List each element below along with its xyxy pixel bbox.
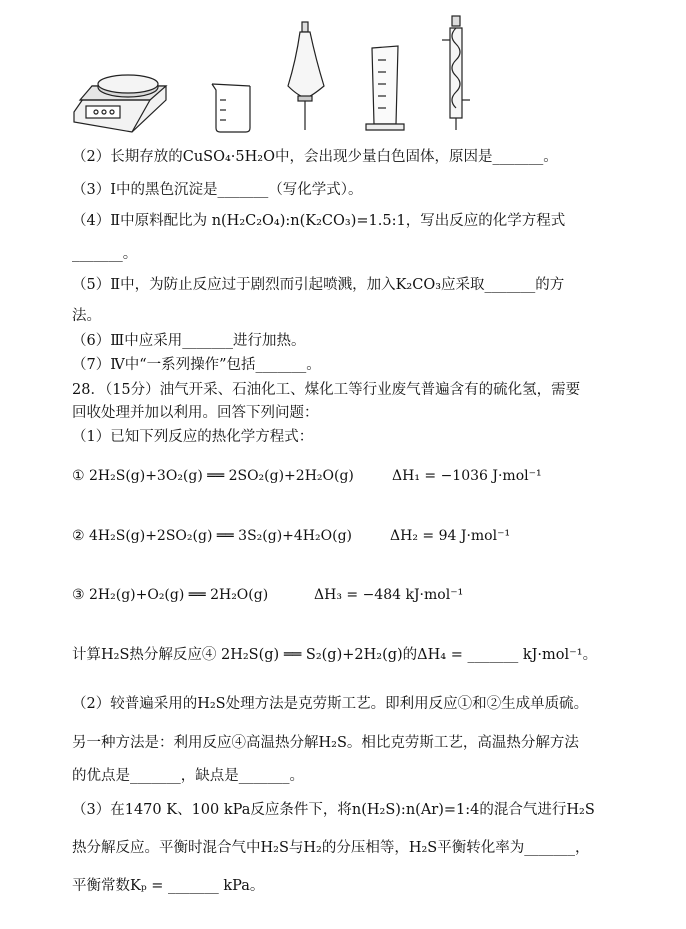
question-5-line2: 法。 bbox=[72, 308, 101, 324]
problem-28-part3-line2: 热分解反应。平衡时混合气中H₂S与H₂的分压相等，H₂S平衡转化率为_______， bbox=[72, 840, 590, 856]
question-6: （6）Ⅲ中应采用_______进行加热。 bbox=[72, 333, 306, 349]
beaker-icon bbox=[212, 84, 250, 132]
calculation-question: 计算H₂S热分解反应④ 2H₂S(g) ══ S₂(g)+2H₂(g)的ΔH₄ = _______ kJ·mol⁻¹。 bbox=[72, 647, 598, 663]
question-4-line1: （4）Ⅱ中原料配比为 n(H₂C₂O₄):n(K₂CO₃)=1.5:1，写出反应的化学方程式 bbox=[72, 213, 566, 229]
equation-1-text: ① 2H₂S(g)+3O₂(g) ══ 2SO₂(g)+2H₂O(g) bbox=[72, 468, 354, 484]
equation-3-text: ③ 2H₂(g)+O₂(g) ══ 2H₂O(g) bbox=[72, 587, 269, 603]
separatory-funnel-icon bbox=[288, 22, 324, 130]
problem-28-intro-line1: 28．（15分）油气开采、石油化工、煤化工等行业废气普遍含有的硫化氢，需要 bbox=[72, 382, 581, 398]
problem-28-part3-line1: （3）在1470 K、100 kPa反应条件下，将n(H₂S):n(Ar)=1:4的混合气进行H₂S bbox=[72, 802, 595, 818]
question-4-line2: _______。 bbox=[72, 246, 138, 262]
graduated-cylinder-icon bbox=[366, 46, 404, 130]
balance-icon bbox=[74, 75, 166, 132]
equation-1 bbox=[72, 468, 542, 484]
condenser-icon bbox=[442, 16, 470, 130]
equation-2 bbox=[72, 528, 511, 544]
apparatus-illustrations bbox=[0, 0, 686, 140]
equation-1-enthalpy: ΔH₁ = −1036 J·mol⁻¹ bbox=[392, 468, 542, 484]
equation-3-enthalpy: ΔH₃ = −484 kJ·mol⁻¹ bbox=[314, 587, 464, 603]
problem-28-part2-line2: 另一种方法是：利用反应④高温热分解H₂S。相比克劳斯工艺，高温热分解方法 bbox=[72, 735, 579, 751]
question-7: （7）Ⅳ中“一系列操作”包括_______。 bbox=[72, 357, 321, 373]
equation-2-enthalpy: ΔH₂ = 94 J·mol⁻¹ bbox=[390, 528, 511, 544]
question-5-line1: （5）Ⅱ中，为防止反应过于剧烈而引起喷溅，加入K₂CO₃应采取_______的方 bbox=[72, 277, 565, 293]
question-2: （2）长期存放的CuSO₄·5H₂O中，会出现少量白色固体，原因是_______。 bbox=[72, 149, 558, 165]
problem-28-part3-line3: 平衡常数Kₚ = _______ kPa。 bbox=[72, 878, 265, 894]
question-3: （3）Ⅰ中的黑色沉淀是_______（写化学式）。 bbox=[72, 182, 363, 198]
problem-28-part1: （1）已知下列反应的热化学方程式： bbox=[72, 429, 314, 445]
equation-2-text: ② 4H₂S(g)+2SO₂(g) ══ 3S₂(g)+4H₂O(g) bbox=[72, 528, 352, 544]
equation-3 bbox=[72, 587, 464, 603]
problem-28-intro-line2: 回收处理并加以利用。回答下列问题： bbox=[72, 405, 319, 421]
problem-28-part2-line1: （2）较普遍采用的H₂S处理方法是克劳斯工艺。即利用反应①和②生成单质硫。 bbox=[72, 696, 589, 712]
problem-28-part2-line3: 的优点是_______，缺点是_______。 bbox=[72, 768, 304, 784]
